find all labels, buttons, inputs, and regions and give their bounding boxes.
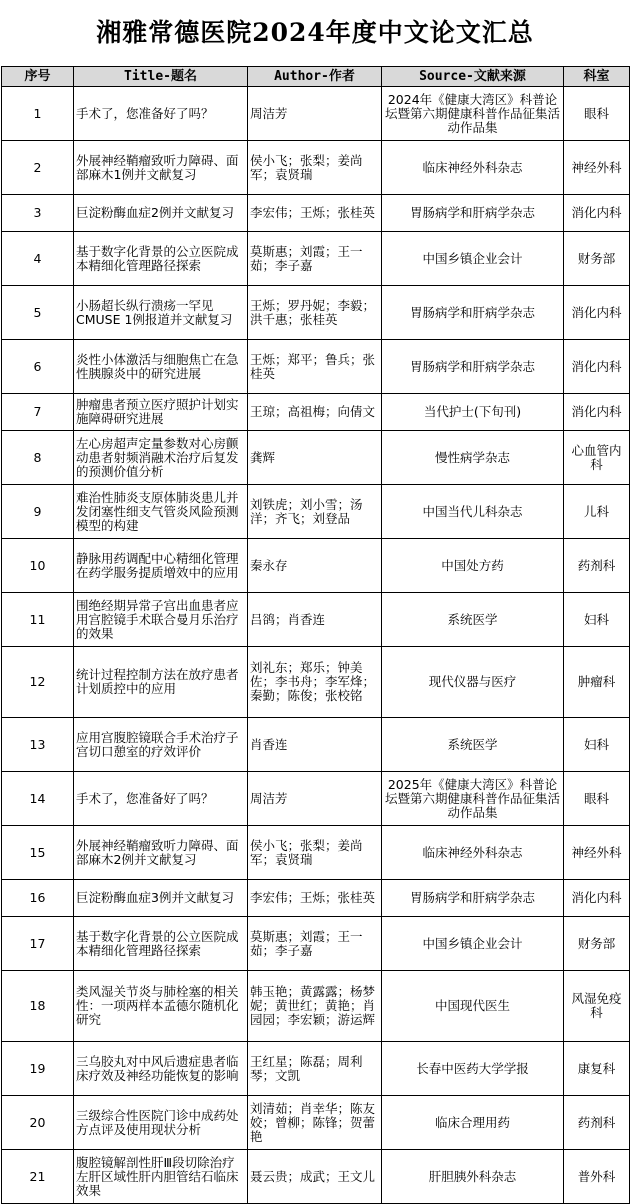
row-dept: 药剂科 xyxy=(564,539,630,593)
row-title: 炎性小体激活与细胞焦亡在急性胰腺炎中的研究进展 xyxy=(74,340,248,394)
row-dept: 药剂科 xyxy=(564,1096,630,1150)
row-author: 周洁芳 xyxy=(248,87,382,141)
row-author: 李宏伟；王烁；张桂英 xyxy=(248,880,382,917)
row-number: 18 xyxy=(2,971,74,1042)
row-number: 2 xyxy=(2,141,74,195)
row-title: 外展神经鞘瘤致听力障碍、面部麻木2例并文献复习 xyxy=(74,826,248,880)
row-source: 临床神经外科杂志 xyxy=(382,141,564,195)
row-source: 中国乡镇企业会计 xyxy=(382,917,564,971)
row-dept: 儿科 xyxy=(564,485,630,539)
row-number: 16 xyxy=(2,880,74,917)
row-dept: 肿瘤科 xyxy=(564,647,630,718)
table-row xyxy=(2,141,630,195)
row-source: 肝胆胰外科杂志 xyxy=(382,1150,564,1204)
row-author: 刘铁虎；刘小雪；汤洋；齐飞；刘登品 xyxy=(248,485,382,539)
row-dept: 神经外科 xyxy=(564,141,630,195)
row-author: 莫斯惠；刘霞；王一茹；李子嘉 xyxy=(248,232,382,286)
table-row xyxy=(2,485,630,539)
row-title: 小肠超长纵行溃疡一罕见CMUSE 1例报道并文献复习 xyxy=(74,286,248,340)
row-number: 13 xyxy=(2,718,74,772)
row-source: 中国处方药 xyxy=(382,539,564,593)
row-source: 系统医学 xyxy=(382,718,564,772)
row-dept: 风湿免疫科 xyxy=(564,971,630,1042)
row-author: 龚辉 xyxy=(248,431,382,485)
row-source: 临床神经外科杂志 xyxy=(382,826,564,880)
row-number: 20 xyxy=(2,1096,74,1150)
row-author: 王烁；郑平；鲁兵；张桂英 xyxy=(248,340,382,394)
row-title: 静脉用药调配中心精细化管理在药学服务提质增效中的应用 xyxy=(74,539,248,593)
table-row xyxy=(2,195,630,232)
table-row xyxy=(2,232,630,286)
row-dept: 心血管内科 xyxy=(564,431,630,485)
row-dept: 眼科 xyxy=(564,772,630,826)
row-dept: 消化内科 xyxy=(564,394,630,431)
row-number: 6 xyxy=(2,340,74,394)
row-number: 11 xyxy=(2,593,74,647)
row-number: 3 xyxy=(2,195,74,232)
row-author: 李宏伟；王烁；张桂英 xyxy=(248,195,382,232)
row-title: 难治性肺炎支原体肺炎患儿并发闭塞性细支气管炎风险预测模型的构建 xyxy=(74,485,248,539)
row-title: 围绝经期异常子宫出血患者应用宫腔镜手术联合曼月乐治疗的效果 xyxy=(74,593,248,647)
row-title: 外展神经鞘瘤致听力障碍、面部麻木1例并文献复习 xyxy=(74,141,248,195)
row-number: 17 xyxy=(2,917,74,971)
row-title: 应用宫腹腔镜联合手术治疗子宫切口憩室的疗效评价 xyxy=(74,718,248,772)
table-row xyxy=(2,87,630,141)
row-title: 基于数字化背景的公立医院成本精细化管理路径探索 xyxy=(74,917,248,971)
header-author: Author-作者 xyxy=(248,67,382,87)
row-title: 三级综合性医院门诊中成药处方点评及使用现状分析 xyxy=(74,1096,248,1150)
header-no: 序号 xyxy=(2,67,74,87)
table-body xyxy=(2,87,630,1204)
row-title: 统计过程控制方法在放疗患者计划质控中的应用 xyxy=(74,647,248,718)
row-title: 肿瘤患者预立医疗照护计划实施障碍研究进展 xyxy=(74,394,248,431)
row-title: 腹腔镜解剖性肝Ⅲ段切除治疗左肝区域性肝内胆管结石临床效果 xyxy=(74,1150,248,1204)
row-source: 临床合理用药 xyxy=(382,1096,564,1150)
row-dept: 康复科 xyxy=(564,1042,630,1096)
row-author: 周洁芳 xyxy=(248,772,382,826)
row-number: 9 xyxy=(2,485,74,539)
row-dept: 消化内科 xyxy=(564,286,630,340)
row-source: 现代仪器与医疗 xyxy=(382,647,564,718)
row-source: 胃肠病学和肝病学杂志 xyxy=(382,286,564,340)
row-source: 中国乡镇企业会计 xyxy=(382,232,564,286)
table-row xyxy=(2,286,630,340)
row-source: 胃肠病学和肝病学杂志 xyxy=(382,340,564,394)
row-title: 类风湿关节炎与肺栓塞的相关性：一项两样本孟德尔随机化研究 xyxy=(74,971,248,1042)
row-title: 基于数字化背景的公立医院成本精细化管理路径探索 xyxy=(74,232,248,286)
row-number: 5 xyxy=(2,286,74,340)
row-source: 中国现代医生 xyxy=(382,971,564,1042)
row-dept: 消化内科 xyxy=(564,880,630,917)
header-title: Title-题名 xyxy=(74,67,248,87)
row-author: 侯小飞；张梨；姜尚军；袁贤瑞 xyxy=(248,826,382,880)
papers-table xyxy=(1,66,630,1204)
table-row xyxy=(2,539,630,593)
table-row xyxy=(2,1096,630,1150)
row-title: 巨淀粉酶血症2例并文献复习 xyxy=(74,195,248,232)
table-row xyxy=(2,593,630,647)
row-author: 肖香连 xyxy=(248,718,382,772)
table-row xyxy=(2,394,630,431)
row-number: 21 xyxy=(2,1150,74,1204)
page-title: 湘雅常德医院2024年度中文论文汇总 xyxy=(96,18,534,47)
row-dept: 普外科 xyxy=(564,1150,630,1204)
row-dept: 神经外科 xyxy=(564,826,630,880)
row-number: 15 xyxy=(2,826,74,880)
row-author: 王红星；陈磊；周利琴；文凯 xyxy=(248,1042,382,1096)
row-dept: 眼科 xyxy=(564,87,630,141)
row-dept: 财务部 xyxy=(564,232,630,286)
table-row xyxy=(2,340,630,394)
row-number: 12 xyxy=(2,647,74,718)
row-author: 侯小飞；张梨；姜尚军；袁贤瑞 xyxy=(248,141,382,195)
row-title: 手术了，您准备好了吗？ xyxy=(74,772,248,826)
table-header xyxy=(2,67,630,87)
row-source: 胃肠病学和肝病学杂志 xyxy=(382,880,564,917)
row-author: 吕鹆；肖香连 xyxy=(248,593,382,647)
row-source: 当代护士(下旬刊) xyxy=(382,394,564,431)
row-number: 19 xyxy=(2,1042,74,1096)
row-author: 王烁；罗丹妮；李毅；洪千惠；张桂英 xyxy=(248,286,382,340)
row-author: 韩玉艳；黄露露；杨梦妮；黄世红；黄艳；肖园园；李宏颖；游运辉 xyxy=(248,971,382,1042)
row-number: 10 xyxy=(2,539,74,593)
row-dept: 消化内科 xyxy=(564,195,630,232)
row-source: 中国当代儿科杂志 xyxy=(382,485,564,539)
table-row xyxy=(2,971,630,1042)
table-row xyxy=(2,1042,630,1096)
row-number: 14 xyxy=(2,772,74,826)
table-row xyxy=(2,1150,630,1204)
row-source: 慢性病学杂志 xyxy=(382,431,564,485)
table-row xyxy=(2,647,630,718)
row-source: 2024年《健康大湾区》科普论坛暨第六期健康科普作品征集活动作品集 xyxy=(382,87,564,141)
table-row xyxy=(2,880,630,917)
row-number: 4 xyxy=(2,232,74,286)
row-number: 8 xyxy=(2,431,74,485)
row-dept: 消化内科 xyxy=(564,340,630,394)
row-author: 莫斯惠；刘霞；王一茹；李子嘉 xyxy=(248,917,382,971)
row-title: 手术了，您准备好了吗？ xyxy=(74,87,248,141)
row-dept: 妇科 xyxy=(564,718,630,772)
row-dept: 妇科 xyxy=(564,593,630,647)
row-author: 刘礼东；郑乐；钟美佐；李书舟；李军烽；秦勤；陈俊；张校铭 xyxy=(248,647,382,718)
table-row xyxy=(2,431,630,485)
row-source: 系统医学 xyxy=(382,593,564,647)
row-author: 秦永存 xyxy=(248,539,382,593)
table-row xyxy=(2,917,630,971)
row-number: 1 xyxy=(2,87,74,141)
row-author: 王琼；高祖梅；向倩文 xyxy=(248,394,382,431)
row-source: 2025年《健康大湾区》科普论坛暨第六期健康科普作品征集活动作品集 xyxy=(382,772,564,826)
row-dept: 财务部 xyxy=(564,917,630,971)
row-source: 长春中医药大学学报 xyxy=(382,1042,564,1096)
header-source: Source-文献来源 xyxy=(382,67,564,87)
table-row xyxy=(2,826,630,880)
row-number: 7 xyxy=(2,394,74,431)
header-dept: 科室 xyxy=(564,67,630,87)
row-title: 三乌胶丸对中风后遗症患者临床疗效及神经功能恢复的影响 xyxy=(74,1042,248,1096)
row-source: 胃肠病学和肝病学杂志 xyxy=(382,195,564,232)
table-row xyxy=(2,772,630,826)
row-author: 聂云贵；成武；王文儿 xyxy=(248,1150,382,1204)
row-title: 巨淀粉酶血症3例并文献复习 xyxy=(74,880,248,917)
row-title: 左心房超声定量参数对心房颤动患者射频消融术治疗后复发的预测价值分析 xyxy=(74,431,248,485)
table-row xyxy=(2,718,630,772)
row-author: 刘清茹；肖幸华；陈友姣；曾柳；陈锋；贺蕾艳 xyxy=(248,1096,382,1150)
